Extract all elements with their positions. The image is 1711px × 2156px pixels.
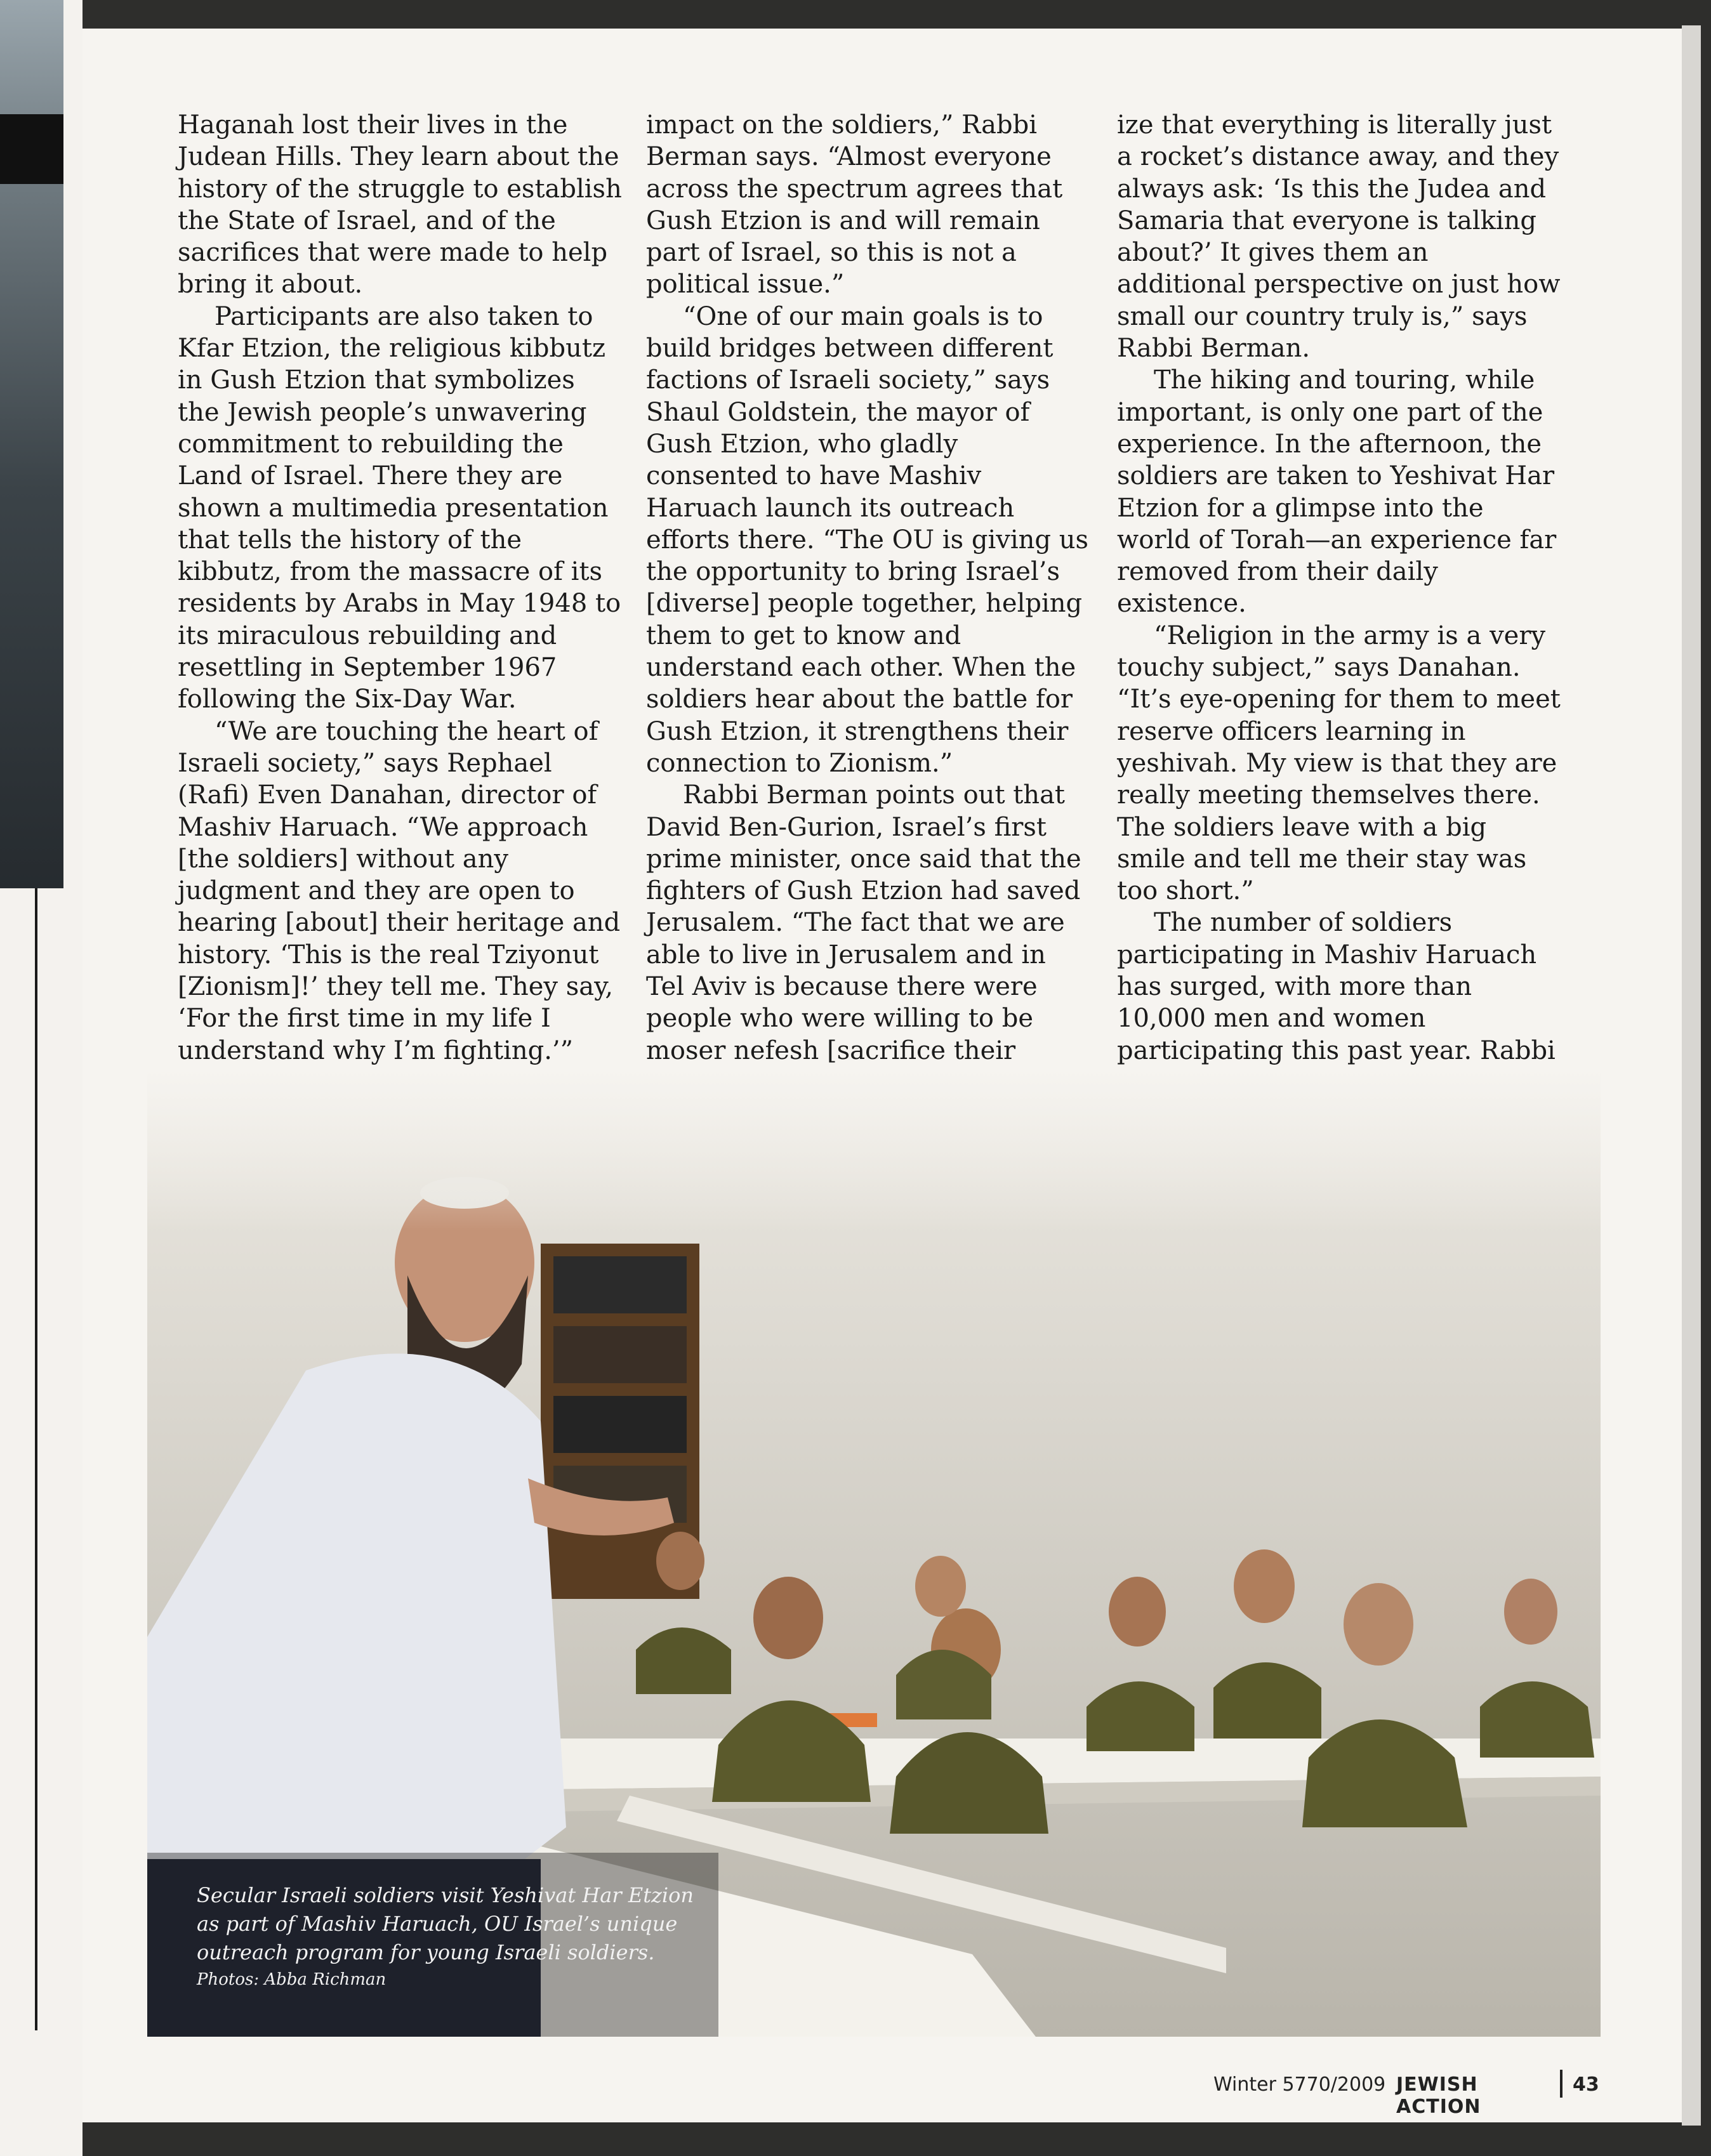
paragraph: Participants are also taken to Kfar Etzion, the religious kibbutz in Gush Etzion that symbolizes the Jewish people’s unwavering commitment to rebuilding the Land of Israel. There they are shown a multimedia presentation that tells the history of the kibbutz, from the massacre of its residents by Arabs in May 1948 to its miraculous rebuilding and resettling in September 1967 following the Six-Day War. <box>178 301 621 714</box>
paragraph: “We are touching the heart of Israeli society,” says Rephael (Rafi) Even Danahan, director of Mashiv Haruach. “We approach [the soldiers] without any judgment and they are open to hearing [about] their heritage and history. ‘This is the real Tziyonut [Zionism]!’ they tell me. They say, ‘For the first time in my life I understand why I’m fighting.’” <box>178 716 621 1065</box>
photo-credit: Photos: Abba Richman <box>197 1970 386 1989</box>
paragraph: impact on the soldiers,” Rabbi Berman says. “Almost everyone across the spectrum agrees that Gush Etzion is and will remain part of Israel, so this is not a political issue.” <box>646 110 1063 299</box>
issue-date: Winter 5770/2009 <box>1213 2074 1386 2096</box>
previous-page-edge <box>0 0 83 2156</box>
paragraph: “One of our main goals is to build bridges between different factions of Israeli society,” says Shaul Goldstein, the mayor of Gush Etzion, who gladly consented to have Mashiv Haruach launch its outreach efforts there. “The OU is giving us the opportunity to bring Israel’s [diverse] people together, helping them to get to know and understand each other. When the soldiers hear about the battle for Gush Etzion, it strengthens their connection to Zionism.” <box>646 301 1089 778</box>
previous-page-rule <box>35 888 37 2030</box>
magazine-name: JEWISH ACTION <box>1396 2074 1481 2118</box>
previous-page-tab <box>0 114 63 184</box>
paragraph: The hiking and touring, while important, is only one part of the experience. In the afternoon, the soldiers are taken to Yeshivat Har Etzion for a glimpse into the world of Torah—an experience far removed from their daily existence. <box>1117 365 1557 619</box>
paragraph: Rabbi Berman points out that David Ben-Gurion, Israel’s first prime minister, once said that the fighters of Gush Etzion had saved Jerusalem. “The fact that we are able to live in Jerusalem and in Tel Aviv is because there were people who were willing to be moser nefesh [sacrifice their <box>646 780 1081 1065</box>
page-edge <box>1682 25 1701 2126</box>
paragraph: Haganah lost their lives in the Judean Hills. They learn about the history of the struggle to establish the State of Israel, and of the sacrifices that were made to help bring it about. <box>178 110 622 299</box>
paragraph: “Religion in the army is a very touchy subject,” says Danahan. “It’s eye-opening for them to meet reserve officers learning in yeshivah. My view is that they are really meeting themselves there. The soldiers leave with a big smile and tell me their stay was too short.” <box>1117 621 1561 906</box>
photo-caption <box>197 1881 704 1992</box>
footer-divider <box>1560 2070 1562 2098</box>
paragraph: ize that everything is literally just a rocket’s distance away, and they always ask: ‘Is this the Judea and Samaria that everyone is talking about?’ It gives them an additional perspective on just how small our country truly is,” says Rabbi Berman. <box>1117 110 1561 364</box>
paragraph: The number of soldiers participating in Mashiv Haruach has surged, with more than 10,000 men and women participating this past year. Rabbi <box>1117 908 1556 1065</box>
caption-text: Secular Israeli soldiers visit Yeshivat Har Etzion as part of Mashiv Haruach, OU Israel’s unique outreach program for young Israeli soldiers. <box>197 1883 694 1964</box>
page-number: 43 <box>1573 2074 1599 2096</box>
